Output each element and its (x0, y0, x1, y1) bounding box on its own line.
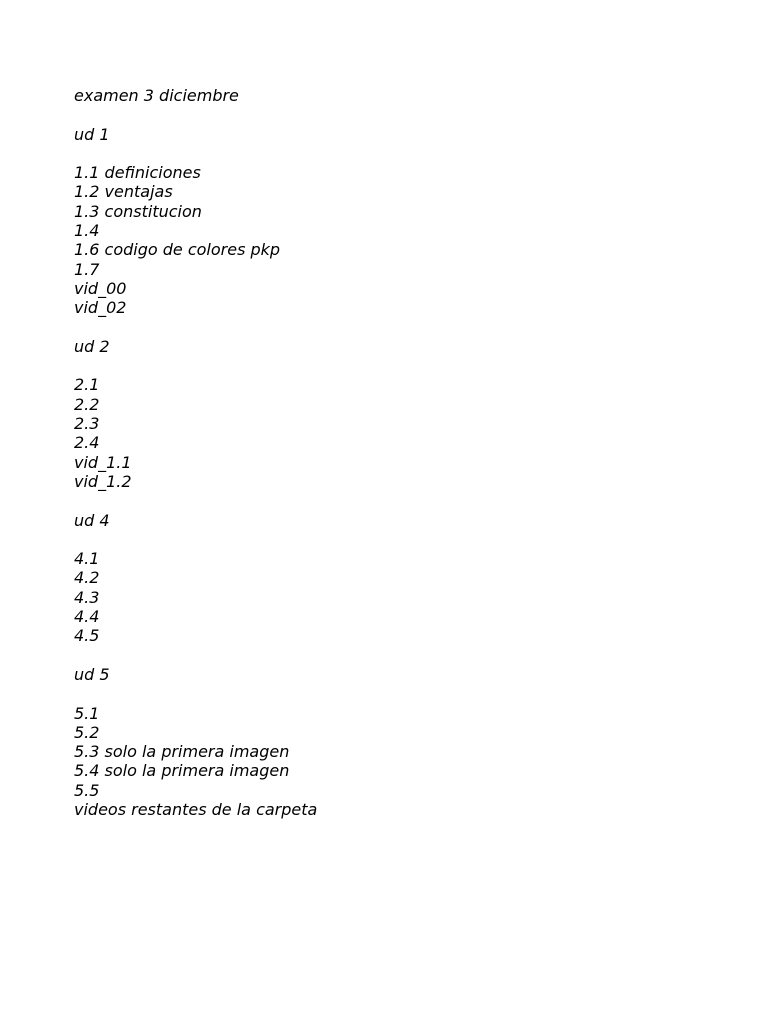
blank-line (74, 356, 714, 375)
document-title: examen 3 diciembre (74, 86, 239, 105)
list-item: 5.1 (74, 703, 100, 723)
list-item: 2.4 (74, 433, 100, 453)
list-item: 1.1 definiciones (74, 163, 201, 183)
section-ud-5 (74, 665, 714, 819)
list-item: 5.2 (74, 722, 100, 742)
list-item: 1.3 constitucion (74, 201, 202, 221)
document-body (74, 86, 714, 819)
blank-line (74, 530, 714, 549)
list-item: 5.4 solo la primera imagen (74, 761, 290, 781)
section-ud-2 (74, 337, 714, 491)
list-item: 4.1 (74, 549, 100, 569)
list-item: 4.3 (74, 587, 100, 607)
list-item: videos restantes de la carpeta (74, 799, 318, 819)
list-item: 1.4 (74, 221, 100, 241)
blank-line (74, 144, 714, 163)
list-item: 1.6 codigo de colores pkp (74, 240, 281, 260)
list-item: 2.3 (74, 414, 100, 434)
section-heading: ud 4 (74, 510, 110, 530)
list-item: 2.1 (74, 375, 100, 395)
list-item: 4.2 (74, 568, 100, 588)
list-item: 2.2 (74, 394, 100, 414)
section-ud-1 (74, 125, 714, 318)
section-heading: ud 5 (74, 664, 110, 684)
list-item: 5.5 (74, 780, 100, 800)
list-item: 4.4 (74, 607, 100, 627)
blank-line (74, 491, 714, 510)
blank-line (74, 684, 714, 703)
blank-line (74, 646, 714, 665)
list-item: 1.2 ventajas (74, 182, 173, 202)
list-item: 1.7 (74, 259, 100, 279)
section-heading: ud 2 (74, 336, 110, 356)
list-item: 4.5 (74, 626, 100, 646)
list-item: vid_02 (74, 298, 127, 318)
section-heading: ud 1 (74, 124, 110, 144)
section-ud-4 (74, 511, 714, 646)
list-item: vid_00 (74, 278, 127, 298)
blank-line (74, 318, 714, 337)
list-item: vid_1.2 (74, 471, 132, 491)
list-item: vid_1.1 (74, 452, 132, 472)
list-item: 5.3 solo la primera imagen (74, 742, 290, 762)
blank-line (74, 105, 714, 124)
